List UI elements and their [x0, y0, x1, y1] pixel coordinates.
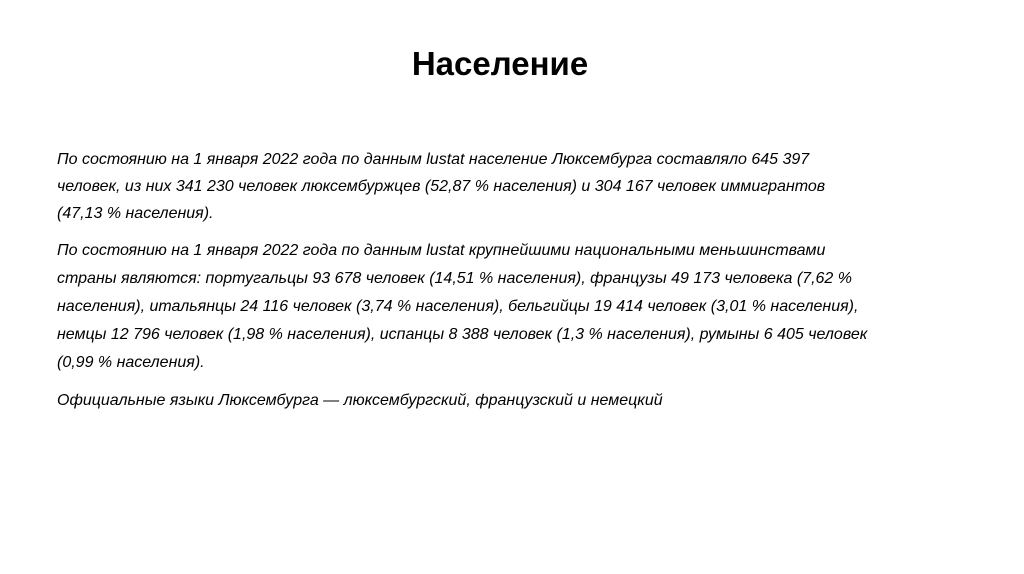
- text-line: (0,99 % населения).: [57, 354, 205, 371]
- text-line: населения), итальянцы 24 116 человек (3,74 % населения), бельгийцы 19 414 человек (3,01 % населения),: [57, 298, 859, 315]
- text-line: (47,13 % населения).: [57, 205, 214, 222]
- paragraph-population-total: [57, 146, 957, 227]
- text-line: страны являются: португальцы 93 678 человек (14,51 % населения), французы 49 173 человека (7,62 %: [57, 270, 852, 287]
- text-line: По состоянию на 1 января 2022 года по данным lustat население Люксембурга составляло 645 397: [57, 151, 810, 168]
- paragraph-official-languages: [57, 387, 957, 414]
- text-line: Официальные языки Люксембурга — люксембургский, французский и немецкий: [57, 392, 663, 409]
- paragraph-minorities: [57, 237, 957, 377]
- slide-title: Население: [411, 45, 589, 82]
- slide-body: [57, 146, 957, 414]
- text-line: По состоянию на 1 января 2022 года по данным lustat крупнейшими национальными меньшинствами: [57, 242, 826, 259]
- text-line: человек, из них 341 230 человек люксембуржцев (52,87 % населения) и 304 167 человек иммигрантов: [57, 178, 826, 195]
- text-line: немцы 12 796 человек (1,98 % населения), испанцы 8 388 человек (1,3 % населения), румыны 6 405 человек: [57, 326, 868, 343]
